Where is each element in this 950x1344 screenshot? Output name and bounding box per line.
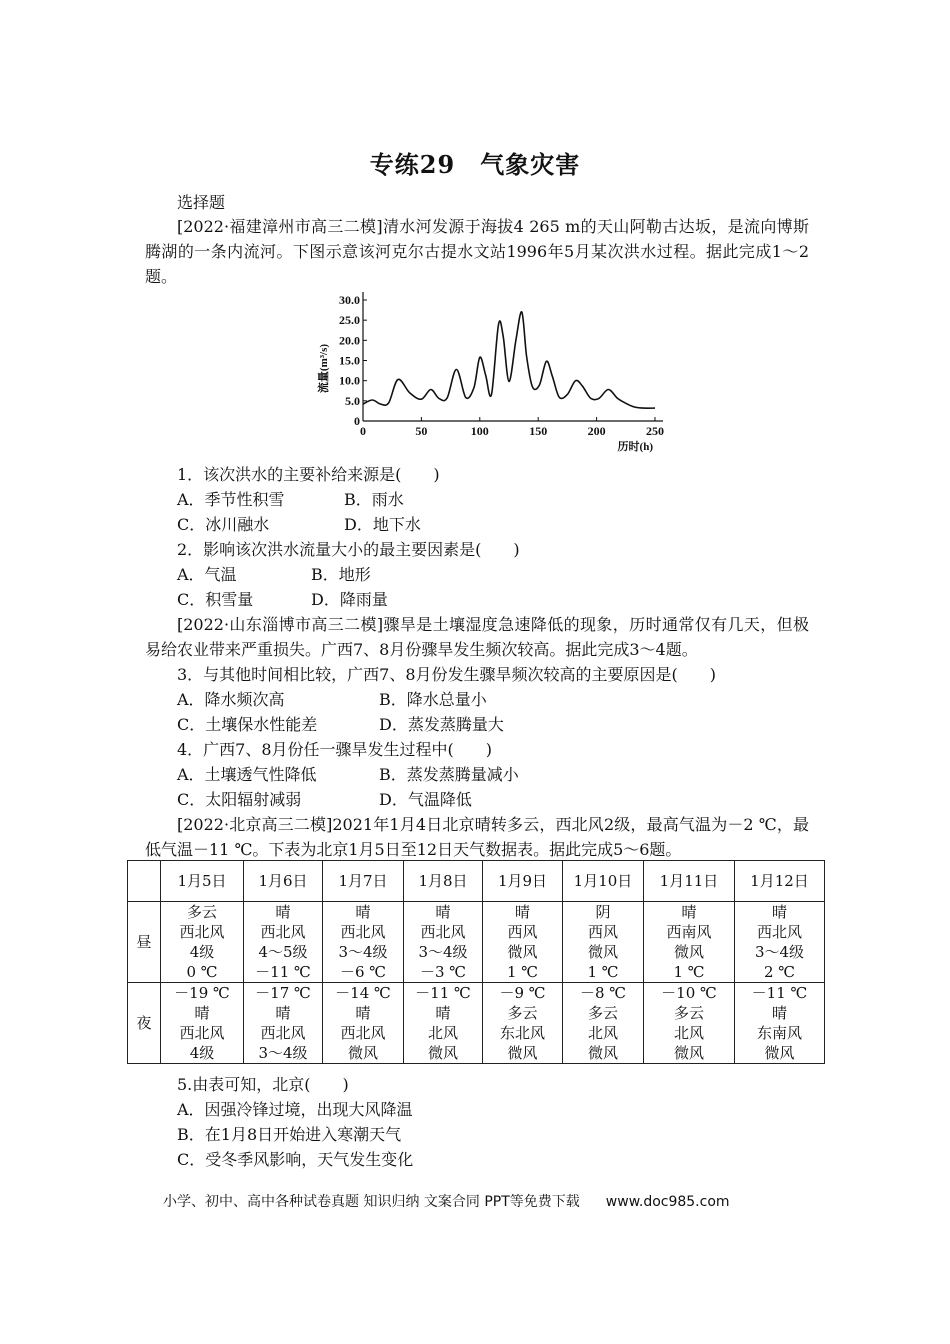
nighttime-row xyxy=(128,983,825,1004)
weather-data-table xyxy=(127,860,825,1064)
y-tick-label: 20.0 xyxy=(339,333,360,348)
q3-option-a[interactable]: A．降水频次高 xyxy=(177,690,285,709)
page-title: 专练29 气象灾害 xyxy=(369,150,581,179)
table-cell: －19 ℃ xyxy=(161,983,244,1004)
x-tick-label: 150 xyxy=(529,424,548,438)
table-cell: 微风 xyxy=(323,1043,404,1064)
table-cell: 3～4级 xyxy=(735,942,825,962)
q2-option-c[interactable]: C．积雪量 xyxy=(177,590,254,609)
daytime-label-cell: 昼 xyxy=(128,902,161,983)
table-cell: －10 ℃ xyxy=(644,983,735,1004)
date-header-cell: 1月6日 xyxy=(244,861,323,902)
table-cell: 3～4级 xyxy=(244,1043,323,1064)
table-cell: 微风 xyxy=(483,1043,563,1064)
q4-option-b[interactable]: B．蒸发蒸腾量减小 xyxy=(379,765,519,784)
date-header-cell: 1月5日 xyxy=(161,861,244,902)
table-cell: 西南风 xyxy=(644,922,735,942)
daytime-row xyxy=(128,902,825,923)
y-tick-label: 10.0 xyxy=(339,373,360,388)
table-cell: 微风 xyxy=(563,942,644,962)
x-axis-label: 历时(h) xyxy=(617,441,653,453)
table-cell: 3～4级 xyxy=(404,942,483,962)
table-cell: －14 ℃ xyxy=(323,983,404,1004)
q5-option-c[interactable]: C．受冬季风影响，天气发生变化 xyxy=(177,1150,414,1169)
footer-text: 小学、初中、高中各种试卷真题 知识归纳 文案合同 PPT等免费下载 xyxy=(163,1194,580,1210)
date-header-cell: 1月7日 xyxy=(323,861,404,902)
table-cell: 2 ℃ xyxy=(735,962,825,983)
table-cell: －11 ℃ xyxy=(735,983,825,1004)
intro-paragraph-3: [2022·北京高三二模]2021年1月4日北京晴转多云，西北风2级，最高气温为－2 ℃，最低气温－11 ℃。下表为北京1月5日至12日天气数据表。据此完成5～6题。 xyxy=(145,815,809,859)
page-footer xyxy=(163,1191,730,1211)
q1-option-a[interactable]: A．季节性积雪 xyxy=(177,490,285,509)
table-cell: 晴 xyxy=(323,902,404,923)
q3-option-d[interactable]: D．蒸发蒸腾量大 xyxy=(379,715,504,734)
y-tick-label: 25.0 xyxy=(339,313,360,328)
q4-option-d[interactable]: D．气温降低 xyxy=(379,790,472,809)
table-cell: 西北风 xyxy=(161,1023,244,1043)
table-cell: －9 ℃ xyxy=(483,983,563,1004)
x-tick-label: 100 xyxy=(470,424,489,438)
date-header-cell: 1月12日 xyxy=(735,861,825,902)
table-cell: 多云 xyxy=(483,1003,563,1023)
daytime-row xyxy=(128,942,825,962)
table-cell: 多云 xyxy=(563,1003,644,1023)
nighttime-label-cell: 夜 xyxy=(128,983,161,1064)
table-cell: 多云 xyxy=(644,1003,735,1023)
table-cell: －17 ℃ xyxy=(244,983,323,1004)
table-cell: －8 ℃ xyxy=(563,983,644,1004)
y-axis-label: 流量(m³/s) xyxy=(318,343,330,394)
y-tick-label: 5.0 xyxy=(345,393,360,408)
table-cell: －6 ℃ xyxy=(323,962,404,983)
section-heading: 选择题 xyxy=(177,193,226,212)
table-cell: 晴 xyxy=(161,1003,244,1023)
table-cell: 晴 xyxy=(735,902,825,923)
table-cell: 阴 xyxy=(563,902,644,923)
question-4-stem: 4．广西7、8月份任一骤旱发生过程中( ) xyxy=(177,740,493,759)
table-cell: 西北风 xyxy=(244,1023,323,1043)
table-cell: 西北风 xyxy=(735,922,825,942)
q2-option-d[interactable]: D．降雨量 xyxy=(311,590,388,609)
table-cell: 晴 xyxy=(404,902,483,923)
table-cell: 西北风 xyxy=(404,922,483,942)
x-tick-label: 200 xyxy=(587,424,606,438)
flood-hydrograph-chart xyxy=(310,288,680,458)
y-tick-label: 15.0 xyxy=(339,353,360,368)
table-cell: 4～5级 xyxy=(244,942,323,962)
table-cell: 微风 xyxy=(563,1043,644,1064)
table-cell: 西北风 xyxy=(323,922,404,942)
date-header-cell: 1月11日 xyxy=(644,861,735,902)
table-cell: 1 ℃ xyxy=(483,962,563,983)
table-cell: －11 ℃ xyxy=(404,983,483,1004)
q3-option-c[interactable]: C．土壤保水性能差 xyxy=(177,715,318,734)
table-cell: 1 ℃ xyxy=(644,962,735,983)
table-cell: 1 ℃ xyxy=(563,962,644,983)
intro-paragraph-2: [2022·山东淄博市高三二模]骤旱是土壤湿度急速降低的现象，历时通常仅有几天，但极易给农业带来严重损失。广西7、8月份骤旱发生频次较高。据此完成3～4题。 xyxy=(145,615,809,659)
table-cell: 西北风 xyxy=(244,922,323,942)
table-cell: 北风 xyxy=(644,1023,735,1043)
nighttime-row xyxy=(128,1003,825,1023)
table-cell: 东北风 xyxy=(483,1023,563,1043)
q4-option-c[interactable]: C．太阳辐射减弱 xyxy=(177,790,302,809)
table-cell: 晴 xyxy=(735,1003,825,1023)
x-tick-label: 0 xyxy=(360,424,366,438)
table-cell: 西风 xyxy=(483,922,563,942)
nighttime-row xyxy=(128,1043,825,1064)
y-tick-label: 30.0 xyxy=(339,293,360,307)
table-cell: 多云 xyxy=(161,902,244,923)
intro-paragraph-1: [2022·福建漳州市高三二模]清水河发源于海拔4 265 m的天山阿勒古达坂，是流向博斯腾湖的一条内流河。下图示意该河克尔古提水文站1996年5月某次洪水过程。据此完成1～2题。 xyxy=(145,217,809,286)
footer-url[interactable]: www.doc985.com xyxy=(605,1194,730,1210)
question-3-stem: 3．与其他时间相比较，广西7、8月份发生骤旱频次较高的主要原因是( ) xyxy=(177,665,717,684)
table-cell: 微风 xyxy=(644,942,735,962)
table-cell: 晴 xyxy=(323,1003,404,1023)
daytime-row xyxy=(128,962,825,983)
table-cell: 晴 xyxy=(644,902,735,923)
q1-option-d[interactable]: D．地下水 xyxy=(344,515,421,534)
table-cell: 微风 xyxy=(404,1043,483,1064)
table-cell: 4级 xyxy=(161,1043,244,1064)
y-tick-label: 0 xyxy=(354,414,360,428)
table-cell: 晴 xyxy=(244,1003,323,1023)
daytime-row xyxy=(128,922,825,942)
table-cell: －3 ℃ xyxy=(404,962,483,983)
nighttime-row xyxy=(128,1023,825,1043)
date-header-cell: 1月10日 xyxy=(563,861,644,902)
q5-option-a[interactable]: A．因强冷锋过境，出现大风降温 xyxy=(177,1100,413,1119)
table-cell: 西风 xyxy=(563,922,644,942)
q1-option-c[interactable]: C．冰川融水 xyxy=(177,515,270,534)
table-cell: 晴 xyxy=(483,902,563,923)
q3-option-b[interactable]: B．降水总量小 xyxy=(379,690,487,709)
table-cell: 北风 xyxy=(563,1023,644,1043)
table-header-row xyxy=(128,861,825,902)
table-cell: 东南风 xyxy=(735,1023,825,1043)
question-1-stem: 1．该次洪水的主要补给来源是( ) xyxy=(177,465,440,484)
table-cell: 4级 xyxy=(161,942,244,962)
table-cell: 微风 xyxy=(644,1043,735,1064)
table-cell: 晴 xyxy=(244,902,323,923)
q2-option-a[interactable]: A．气温 xyxy=(177,565,237,584)
q1-option-b[interactable]: B．雨水 xyxy=(344,490,404,509)
q5-option-b[interactable]: B．在1月8日开始进入寒潮天气 xyxy=(177,1125,402,1144)
date-header-cell: 1月9日 xyxy=(483,861,563,902)
table-cell: 西北风 xyxy=(161,922,244,942)
x-tick-label: 50 xyxy=(415,424,428,438)
x-tick-label: 250 xyxy=(646,424,664,438)
table-cell: 西北风 xyxy=(323,1023,404,1043)
q2-option-b[interactable]: B．地形 xyxy=(311,565,371,584)
table-cell: 微风 xyxy=(735,1043,825,1064)
table-cell: 微风 xyxy=(483,942,563,962)
question-5-stem: 5.由表可知，北京( ) xyxy=(177,1075,349,1094)
date-header-cell: 1月8日 xyxy=(404,861,483,902)
table-cell: 北风 xyxy=(404,1023,483,1043)
table-cell: 3～4级 xyxy=(323,942,404,962)
discharge-series-line xyxy=(363,312,655,408)
q4-option-a[interactable]: A．土壤透气性降低 xyxy=(177,765,317,784)
table-cell: 晴 xyxy=(404,1003,483,1023)
table-corner-cell xyxy=(128,861,161,902)
table-cell: －11 ℃ xyxy=(244,962,323,983)
question-2-stem: 2．影响该次洪水流量大小的最主要因素是( ) xyxy=(177,540,520,559)
table-cell: 0 ℃ xyxy=(161,962,244,983)
